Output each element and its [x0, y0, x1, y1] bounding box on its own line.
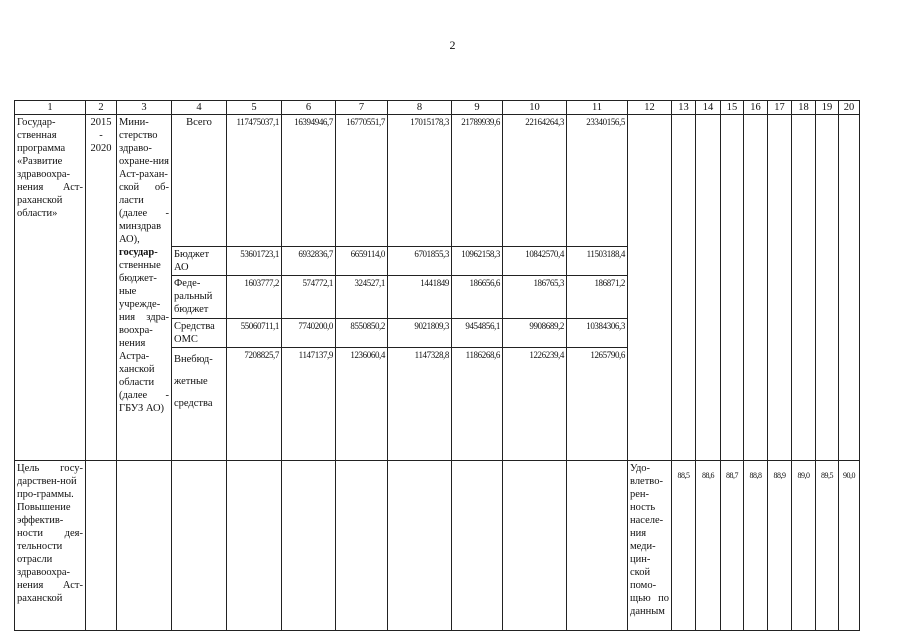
header-row	[15, 101, 860, 115]
funding-value: 21789939,6	[452, 115, 503, 247]
indicator-name: Удо-влетво-рен-ность населе-ния меди-цин-ской помо-щью по данным	[628, 461, 672, 631]
indicator-value: 89,0	[792, 461, 816, 631]
empty-cell	[282, 461, 336, 631]
funding-value: 1236060,4	[336, 348, 388, 461]
column-header: 15	[721, 101, 744, 115]
executor-text-c: ственные бюджет-ные учрежде-ния здра-воохра-нения Астра-ханской области (далее - ГБУЗ АО)	[119, 260, 169, 414]
funding-value: 1441849	[388, 276, 452, 319]
empty-cell	[503, 461, 567, 631]
funding-value: 324527,1	[336, 276, 388, 319]
funding-source: Бюджет АО	[172, 247, 227, 276]
empty-cell	[452, 461, 503, 631]
funding-value: 16394946,7	[282, 115, 336, 247]
empty-cell	[628, 115, 672, 461]
table-row	[15, 115, 860, 247]
indicator-value: 89,5	[816, 461, 839, 631]
column-header: 3	[117, 101, 172, 115]
column-header: 17	[768, 101, 792, 115]
indicator-value: 88,5	[672, 461, 696, 631]
empty-cell	[696, 115, 721, 461]
column-header: 5	[227, 101, 282, 115]
funding-value: 55060711,1	[227, 319, 282, 348]
funding-value: 186656,6	[452, 276, 503, 319]
empty-cell	[172, 461, 227, 631]
empty-cell	[721, 115, 744, 461]
program-name: Государ-ственная программа «Развитие здравоохра-нения Аст-раханской области»	[15, 115, 86, 461]
empty-cell	[388, 461, 452, 631]
funding-value: 9454856,1	[452, 319, 503, 348]
column-header: 18	[792, 101, 816, 115]
empty-cell	[86, 461, 117, 631]
column-header: 13	[672, 101, 696, 115]
column-header: 9	[452, 101, 503, 115]
empty-cell	[336, 461, 388, 631]
page-number: 2	[449, 38, 456, 52]
empty-cell	[567, 461, 628, 631]
funding-value: 22164264,3	[503, 115, 567, 247]
funding-value: 9908689,2	[503, 319, 567, 348]
empty-cell	[768, 115, 792, 461]
funding-value: 1226239,4	[503, 348, 567, 461]
column-header: 14	[696, 101, 721, 115]
program-period: 2015 - 2020	[86, 115, 117, 461]
column-header: 4	[172, 101, 227, 115]
indicator-value: 88,8	[744, 461, 768, 631]
empty-cell	[672, 115, 696, 461]
funding-value: 574772,1	[282, 276, 336, 319]
funding-value: 53601723,1	[227, 247, 282, 276]
funding-value: 6701855,3	[388, 247, 452, 276]
funding-value: 23340156,5	[567, 115, 628, 247]
funding-value: 9021809,3	[388, 319, 452, 348]
executor-text-a: Мини-стерство здраво-охране-ния Аст-рахан-ской об-ласти (далее - минздрав АО),	[119, 117, 169, 245]
funding-value: 117475037,1	[227, 115, 282, 247]
funding-source: Феде-ральный бюджет	[172, 276, 227, 319]
funding-value: 11503188,4	[567, 247, 628, 276]
table-row	[15, 461, 860, 631]
funding-value: 1603777,2	[227, 276, 282, 319]
indicator-value: 88,7	[721, 461, 744, 631]
empty-cell	[744, 115, 768, 461]
funding-value: 7740200,0	[282, 319, 336, 348]
funding-value: 6659114,0	[336, 247, 388, 276]
indicator-value: 88,6	[696, 461, 721, 631]
column-header: 7	[336, 101, 388, 115]
funding-value: 186871,2	[567, 276, 628, 319]
funding-value: 10842570,4	[503, 247, 567, 276]
column-header: 16	[744, 101, 768, 115]
funding-value: 10962158,3	[452, 247, 503, 276]
empty-cell	[792, 115, 816, 461]
funding-source: Всего	[172, 115, 227, 247]
program-table	[14, 100, 860, 631]
funding-value: 1186268,6	[452, 348, 503, 461]
column-header: 19	[816, 101, 839, 115]
funding-value: 17015178,3	[388, 115, 452, 247]
program-executor	[117, 115, 172, 461]
executor-text-b: государ-	[119, 247, 158, 258]
funding-value: 10384306,3	[567, 319, 628, 348]
funding-value: 16770551,7	[336, 115, 388, 247]
column-header: 20	[839, 101, 860, 115]
empty-cell	[117, 461, 172, 631]
indicator-value: 90,0	[839, 461, 860, 631]
funding-value: 186765,3	[503, 276, 567, 319]
column-header: 11	[567, 101, 628, 115]
funding-value: 1265790,6	[567, 348, 628, 461]
funding-value: 6932836,7	[282, 247, 336, 276]
column-header: 2	[86, 101, 117, 115]
funding-value: 8550850,2	[336, 319, 388, 348]
funding-value: 1147137,9	[282, 348, 336, 461]
empty-cell	[839, 115, 860, 461]
column-header: 1	[15, 101, 86, 115]
funding-source: Внебюд-жетные средства	[172, 348, 227, 461]
funding-source: Средства ОМС	[172, 319, 227, 348]
column-header: 10	[503, 101, 567, 115]
funding-value: 7208825,7	[227, 348, 282, 461]
column-header: 6	[282, 101, 336, 115]
goal-text: Цель госу-дарствен-ной про-граммы. Повышение эффектив-ности дея-тельности отрасли здравоохра-нения Аст-раханской	[15, 461, 86, 631]
column-header: 8	[388, 101, 452, 115]
funding-value: 1147328,8	[388, 348, 452, 461]
indicator-value: 88,9	[768, 461, 792, 631]
column-header: 12	[628, 101, 672, 115]
empty-cell	[816, 115, 839, 461]
empty-cell	[227, 461, 282, 631]
